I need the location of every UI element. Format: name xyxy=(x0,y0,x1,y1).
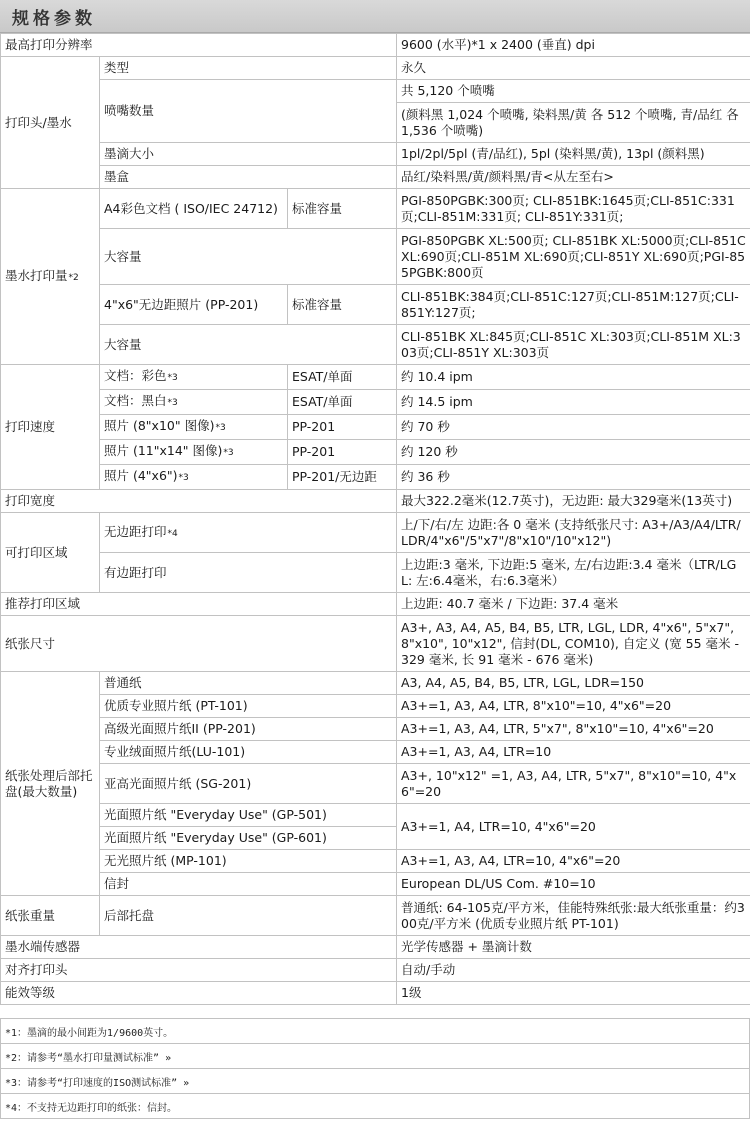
footnote-row xyxy=(1,1069,750,1094)
tray-paper-value: A3, A4, A5, B4, B5, LTR, LGL, LDR=150 xyxy=(397,672,750,695)
footnote-3-link[interactable]: *3：请参考“打印速度的ISO测试标准” » xyxy=(1,1069,750,1094)
footnote-row xyxy=(1,1019,750,1044)
tray-paper-name: 光面照片纸 "Everyday Use" (GP-501) xyxy=(100,804,397,827)
tray-paper-value: A3+=1, A3, A4, LTR, 8"x10"=10, 4"x6"=20 xyxy=(397,695,750,718)
footnotes xyxy=(0,1018,750,1119)
paper-weight-label: 纸张重量 xyxy=(1,896,100,936)
head-align-value: 自动/手动 xyxy=(397,959,750,982)
table-row xyxy=(1,959,750,982)
table-row xyxy=(1,513,750,553)
table-row xyxy=(1,80,750,103)
tray-paper-name: 信封 xyxy=(100,873,397,896)
table-row xyxy=(1,873,750,896)
tray-paper-value: A3+=1, A3, A4, LTR, 5"x7", 8"x10"=10, 4"x6"=20 xyxy=(397,718,750,741)
a4-large-value: PGI-850PGBK XL:500页; CLI-851BK XL:5000页;CLI-851C XL:690页;CLI-851M XL:690页;CLI-851Y XL:690页;PGI-855PGBK:800页 xyxy=(397,229,750,285)
table-row xyxy=(1,415,750,440)
cartridge-label: 墨盒 xyxy=(100,166,397,189)
speed-item-name: 文档：黑白*3 xyxy=(100,390,288,415)
table-row xyxy=(1,229,750,285)
recommended-area-value: 上边距: 40.7 毫米 / 下边距: 37.4 毫米 xyxy=(397,593,750,616)
paper-size-label: 纸张尺寸 xyxy=(1,616,397,672)
borderless-label: 无边距打印*4 xyxy=(100,513,397,553)
spec-table xyxy=(0,33,750,1005)
footnote-ref: *2 xyxy=(68,272,79,283)
cartridge-value: 品红/染料黑/黄/颜料黑/青<从左至右> xyxy=(397,166,750,189)
spec-title-bar xyxy=(0,0,750,33)
table-row xyxy=(1,695,750,718)
table-row xyxy=(1,936,750,959)
energy-value: 1级 xyxy=(397,982,750,1005)
ink-sensor-label: 墨水端传感器 xyxy=(1,936,397,959)
photo-large-value: CLI-851BK XL:845页;CLI-851C XL:303页;CLI-851M XL:303页;CLI-851Y XL:303页 xyxy=(397,325,750,365)
speed-item-value: 约 10.4 ipm xyxy=(397,365,750,390)
table-row xyxy=(1,365,750,390)
nozzle-count-value: 共 5,120 个喷嘴 xyxy=(397,80,750,103)
speed-item-condition: ESAT/单面 xyxy=(288,365,397,390)
speed-item-condition: PP-201 xyxy=(288,415,397,440)
paper-tray-label: 纸张处理后部托盘(最大数量) xyxy=(1,672,100,896)
droplet-label: 墨滴大小 xyxy=(100,143,397,166)
standard-capacity-label: 标准容量 xyxy=(288,285,397,325)
tray-paper-name: 无光照片纸 (MP-101) xyxy=(100,850,397,873)
table-row xyxy=(1,553,750,593)
speed-item-name: 文档：彩色*3 xyxy=(100,365,288,390)
recommended-area-label: 推荐打印区域 xyxy=(1,593,397,616)
footnote-row xyxy=(1,1094,750,1119)
table-row xyxy=(1,325,750,365)
table-row xyxy=(1,189,750,229)
large-capacity-label: 大容量 xyxy=(100,325,397,365)
resolution-value: 9600 (水平)*1 x 2400 (垂直) dpi xyxy=(397,34,750,57)
footnote-row xyxy=(1,1044,750,1069)
speed-item-value: 约 120 秒 xyxy=(397,440,750,465)
speed-item-condition: ESAT/单面 xyxy=(288,390,397,415)
printable-area-label: 可打印区域 xyxy=(1,513,100,593)
tray-paper-name: 光面照片纸 "Everyday Use" (GP-601) xyxy=(100,827,397,850)
tray-paper-value: A3+=1, A3, A4, LTR=10, 4"x6"=20 xyxy=(397,850,750,873)
table-row xyxy=(1,440,750,465)
tray-paper-name: 专业绒面照片纸(LU-101) xyxy=(100,741,397,764)
page-title: 规格参数 xyxy=(12,9,96,29)
table-row xyxy=(1,166,750,189)
standard-capacity-label: 标准容量 xyxy=(288,189,397,229)
table-row xyxy=(1,593,750,616)
speed-item-condition: PP-201 xyxy=(288,440,397,465)
table-row xyxy=(1,804,750,827)
ink-sensor-value: 光学传感器 + 墨滴计数 xyxy=(397,936,750,959)
printhead-type-value: 永久 xyxy=(397,57,750,80)
energy-label: 能效等级 xyxy=(1,982,397,1005)
table-row xyxy=(1,143,750,166)
bordered-value: 上边距:3 毫米, 下边距:5 毫米, 左/右边距:3.4 毫米（LTR/LGL: 左:6.4毫米，右:6.3毫米） xyxy=(397,553,750,593)
table-row xyxy=(1,896,750,936)
table-row xyxy=(1,285,750,325)
table-row xyxy=(1,57,750,80)
speed-item-name: 照片 (8"x10" 图像)*3 xyxy=(100,415,288,440)
tray-paper-value: A3+=1, A3, A4, LTR=10 xyxy=(397,741,750,764)
photo-standard-value: CLI-851BK:384页;CLI-851C:127页;CLI-851M:127页;CLI-851Y:127页; xyxy=(397,285,750,325)
print-width-label: 打印宽度 xyxy=(1,490,397,513)
paper-weight-value: 普通纸: 64-105克/平方米，佳能特殊纸张:最大纸张重量：约300克/平方米 (优质专业照片纸 PT-101) xyxy=(397,896,750,936)
speed-item-value: 约 14.5 ipm xyxy=(397,390,750,415)
tray-paper-name: 优质专业照片纸 (PT-101) xyxy=(100,695,397,718)
droplet-value: 1pl/2pl/5pl (青/品红), 5pl (染料黑/黄), 13pl (颜料黑) xyxy=(397,143,750,166)
print-width-value: 最大322.2毫米(12.7英寸)，无边距: 最大329毫米(13英寸) xyxy=(397,490,750,513)
speed-item-name: 照片 (4"x6")*3 xyxy=(100,465,288,490)
footnote-1: *1：墨滴的最小间距为1/9600英寸。 xyxy=(1,1019,750,1044)
large-capacity-label: 大容量 xyxy=(100,229,397,285)
rear-tray-label: 后部托盘 xyxy=(100,896,397,936)
table-row xyxy=(1,850,750,873)
table-row xyxy=(1,741,750,764)
ink-yield-label: 墨水打印量*2 xyxy=(1,189,100,365)
borderless-value: 上/下/右/左 边距:各 0 毫米 (支持纸张尺寸: A3+/A3/A4/LTR/LDR/4"x6"/5"x7"/8"x10"/10"x12") xyxy=(397,513,750,553)
speed-item-condition: PP-201/无边距 xyxy=(288,465,397,490)
speed-item-name: 照片 (11"x14" 图像)*3 xyxy=(100,440,288,465)
table-row xyxy=(1,390,750,415)
nozzle-label: 喷嘴数量 xyxy=(100,80,397,143)
table-row xyxy=(1,34,750,57)
tray-paper-name: 高级光面照片纸II (PP-201) xyxy=(100,718,397,741)
table-row xyxy=(1,616,750,672)
head-align-label: 对齐打印头 xyxy=(1,959,397,982)
speed-item-value: 约 70 秒 xyxy=(397,415,750,440)
print-speed-label: 打印速度 xyxy=(1,365,100,490)
table-row xyxy=(1,764,750,804)
printhead-type-label: 类型 xyxy=(100,57,397,80)
speed-item-value: 约 36 秒 xyxy=(397,465,750,490)
tray-paper-name: 亚高光面照片纸 (SG-201) xyxy=(100,764,397,804)
footnote-2-link[interactable]: *2：请参考“墨水打印量测试标准” » xyxy=(1,1044,750,1069)
table-row xyxy=(1,672,750,695)
footnote-4: *4：不支持无边距打印的纸张：信封。 xyxy=(1,1094,750,1119)
a4-standard-value: PGI-850PGBK:300页; CLI-851BK:1645页;CLI-851C:331页;CLI-851M:331页; CLI-851Y:331页; xyxy=(397,189,750,229)
table-row xyxy=(1,982,750,1005)
photo-yield-label: 4"x6"无边距照片 (PP-201) xyxy=(100,285,288,325)
bordered-label: 有边距打印 xyxy=(100,553,397,593)
tray-paper-value: European DL/US Com. #10=10 xyxy=(397,873,750,896)
table-row xyxy=(1,718,750,741)
printhead-label: 打印头/墨水 xyxy=(1,57,100,189)
table-row xyxy=(1,490,750,513)
tray-paper-value: A3+, 10"x12" =1, A3, A4, LTR, 5"x7", 8"x10"=10, 4"x6"=20 xyxy=(397,764,750,804)
nozzle-detail-value: (颜料黑 1,024 个喷嘴, 染料黑/黄 各 512 个喷嘴, 青/品红 各 1,536 个喷嘴) xyxy=(397,103,750,143)
paper-size-value: A3+, A3, A4, A5, B4, B5, LTR, LGL, LDR, 4"x6", 5"x7", 8"x10", 10"x12", 信封(DL, COM10), 自定义 (宽 55 毫米 - 329 毫米, 长 91 毫米 - 676 毫米) xyxy=(397,616,750,672)
tray-paper-value: A3+=1, A4, LTR=10, 4"x6"=20 xyxy=(397,804,750,850)
tray-paper-name: 普通纸 xyxy=(100,672,397,695)
a4-doc-label: A4彩色文档 ( ISO/IEC 24712) xyxy=(100,189,288,229)
resolution-label: 最高打印分辨率 xyxy=(1,34,397,57)
table-row xyxy=(1,465,750,490)
